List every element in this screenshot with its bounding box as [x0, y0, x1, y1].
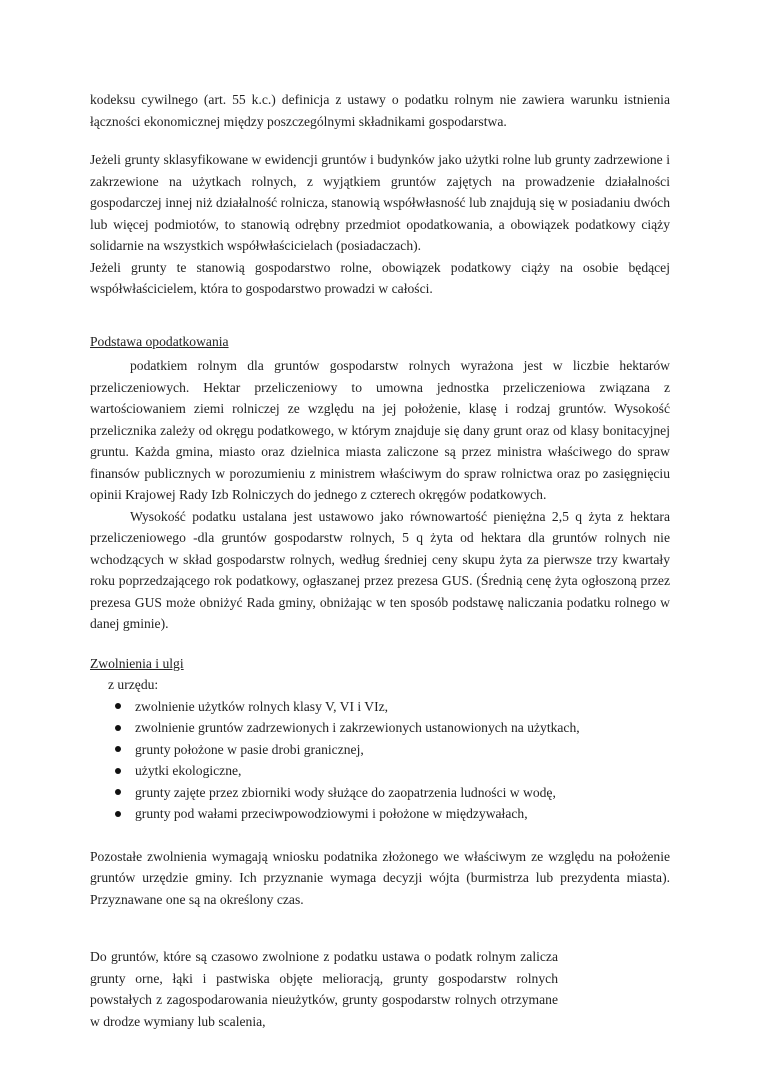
exemptions-list — [90, 696, 670, 825]
list-item: grunty pod wałami przeciwpowodziowymi i położone w międzywałach, — [90, 803, 670, 825]
bullet-icon — [115, 746, 121, 752]
temporary-exemptions-paragraph: Do gruntów, które są czasowo zwolnione z podatku ustawa o podatk rolnym zalicza grunty orne, łąki i pastwiska objęte melioracją, grunty gospodarstw rolnych powstałych z zagospodarowania nieużytków, grunty gospodarstw rolnych otrzymane w drodze wymiany lub scalenia, — [90, 949, 558, 1029]
exemptions-other-paragraph: Pozostałe zwolnienia wymagają wniosku podatnika złożonego we właściwym ze względu na położenie gruntów urzędzie gminy. Ich przyznanie wymaga decyzji wójta (burmistrza lub prezydenta miasta). Przyznawane one są na określony czas. — [90, 848, 670, 907]
list-item: zwolnienie gruntów zadrzewionych i zakrzewionych ustanowionych na użytkach, — [90, 717, 670, 739]
list-item: grunty zajęte przez zbiorniki wody służące do zaopatrzenia ludności w wodę, — [90, 782, 670, 804]
document-page — [90, 89, 670, 1032]
basis-paragraph-2: Wysokość podatku ustalana jest ustawowo jako równowartość pieniężna 2,5 q żyta z hektara przeliczeniowego -dla gruntów gospodarstw rolnych, 5 q żyta od hektara dla gruntów rolnych nie wchodzących w skład gospodarstw rolnych, według średniej ceny skupu żyta za pierwsze trzy kwartały roku poprzedzającego rok podatkowy, ogłaszanej przez prezesa GUS. (Średnią cenę żyta ogłoszoną przez prezesa GUS może obniżyć Rada gminy, obniżając w ten sposób podstawę naliczania podatku rolnego w danej gminie). — [90, 508, 670, 631]
basis-paragraph-1: podatkiem rolnym dla gruntów gospodarstw rolnych wyrażona jest w liczbie hektarów przeliczeniowych. Hektar przeliczeniowy to umowna jednostka przeliczeniowa związana z wartościowaniem ziemi rolniczej ze względu na jej położenie, klasę i rodzaj gruntów. Wysokość przelicznika zależy od okręgu podatkowego, w którym znajduje się dany grunt oraz od klasy bonitacyjnej gruntu. Każda gmina, miasto oraz dzielnica miasta zaliczone są przez ministra właściwego do spraw finansów publicznych w porozumieniu z ministrem właściwym do spraw rolnictwa oraz po zasięgnięciu opinii Krajowej Rady Izb Rolniczych do jednego z czterech okręgów podatkowych. — [90, 358, 670, 502]
list-item: grunty położone w pasie drobi granicznej, — [90, 739, 670, 761]
bullet-icon — [115, 789, 121, 795]
basis-heading: Podstawa opodatkowania — [90, 333, 229, 349]
exemptions-sublabel: z urzędu: — [108, 677, 159, 692]
bullet-icon — [115, 768, 121, 774]
bullet-icon — [115, 725, 121, 731]
list-item: użytki ekologiczne, — [90, 760, 670, 782]
bullet-icon — [115, 811, 121, 817]
intro-paragraph-3: Jeżeli grunty te stanowią gospodarstwo rolne, obowiązek podatkowy ciąży na osobie będącej współwłaścicielem, która to gospodarstwo prowadzi w całości. — [90, 259, 670, 296]
list-item: zwolnienie użytków rolnych klasy V, VI i VIz, — [90, 696, 670, 718]
bullet-icon — [115, 703, 121, 709]
intro-paragraph-1: kodeksu cywilnego (art. 55 k.c.) definicja z ustawy o podatku rolnym nie zawiera warunku istnienia łączności ekonomicznej między poszczególnymi składnikami gospodarstwa. — [90, 92, 670, 129]
intro-paragraph-2: Jeżeli grunty sklasyfikowane w ewidencji gruntów i budynków jako użytki rolne lub grunty zadrzewione i zakrzewione na użytkach rolnych, z wyjątkiem gruntów zajętych na prowadzenie działalności gospodarczej innej niż działalność rolnicza, stanowią współwłasność lub znajdują się w posiadaniu dwóch lub więcej podmiotów, to stanowią odrębny przedmiot opodatkowania, a obowiązek podatkowy ciąży solidarnie na wszystkich współwłaścicielach (posiadaczach). — [90, 152, 670, 253]
exemptions-heading: Zwolnienia i ulgi — [90, 655, 184, 671]
